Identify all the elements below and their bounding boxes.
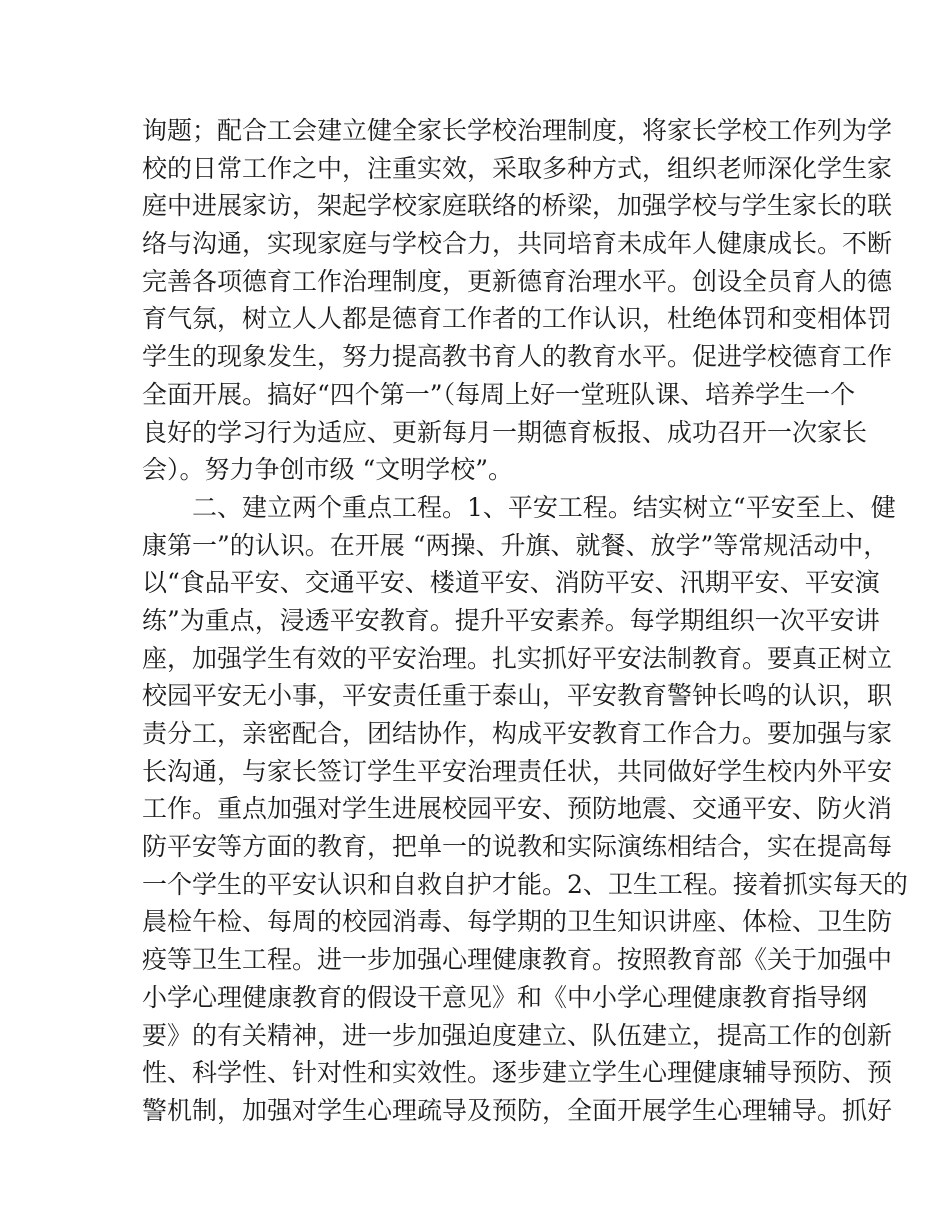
text-line-1: 询题；配合工会建立健全家长学校治理制度，将家长学校工作列为学 — [142, 116, 893, 145]
text-line-12: 康第一”的认识。在开展 “两操、升旗、就餐、放学”等常规活动中， — [142, 530, 889, 560]
text-line-14: 练”为重点，浸透平安教育。提升平安素养。每学期组织一次平安讲 — [142, 605, 880, 635]
text-line-7: 学生的现象发生，努力提高教书育人的教育水平。促进学校德育工作 — [142, 342, 893, 372]
text-line-21: 一个学生的平安认识和自救自护才能。2、卫生工程。接着抓实每天的 — [142, 869, 908, 899]
text-line-11: 二、建立两个重点工程。1、平安工程。结实树立“平安至上、健 — [142, 492, 896, 522]
text-line-5: 完善各项德育工作治理制度，更新德育治理水平。创设全员育人的德 — [142, 266, 893, 296]
text-line-13: 以“食品平安、交通平安、楼道平安、消防平安、汛期平安、平安演 — [142, 568, 880, 598]
text-line-25: 要》的有关精神，进一步加强迫度建立、队伍建立，提高工作的创新 — [142, 1020, 893, 1050]
text-line-19: 工作。重点加强对学生进展校园平安、预防地震、交通平安、防火消 — [142, 794, 893, 824]
text-line-20: 防平安等方面的教育，把单一的说教和实际演练相结合，实在提高每 — [142, 832, 893, 862]
text-line-17: 责分工，亲密配合，团结协作，构成平安教育工作合力。要加强与家 — [142, 719, 893, 748]
text-line-4: 络与沟通，实现家庭与学校合力，共同培育未成年人健康成长。不断 — [142, 229, 893, 259]
text-line-26: 性、科学性、针对性和实效性。逐步建立学生心理健康辅导预防、预 — [142, 1058, 893, 1088]
text-line-16: 校园平安无小事，平安责任重于泰山，平安教育警钟长鸣的认识，职 — [142, 681, 893, 711]
text-line-24: 小学心理健康教育的假设干意见》和《中小学心理健康教育指导纲 — [142, 982, 868, 1012]
text-line-15: 座，加强学生有效的平安治理。扎实抓好平安法制教育。要真正树立 — [142, 643, 893, 673]
text-line-6: 育气氛，树立人人都是德育工作者的工作认识，杜绝体罚和变相体罚 — [142, 304, 893, 334]
text-line-3: 庭中进展家访，架起学校家庭联络的桥梁，加强学校与学生家长的联 — [142, 191, 893, 221]
body-text — [142, 112, 908, 1130]
text-line-23: 疫等卫生工程。进一步加强心理健康教育。按照教育部《关于加强中 — [142, 945, 893, 975]
text-line-8: 全面开展。搞好“四个第一”（每周上好一堂班队课、培养学生一个 — [142, 379, 856, 409]
text-line-27: 警机制，加强对学生心理疏导及预防，全面开展学生心理辅导。抓好 — [142, 1095, 893, 1125]
text-line-10: 会）。努力争创市级 “文明学校”。 — [142, 455, 514, 485]
text-line-22: 晨检午检、每周的校园消毒、每学期的卫生知识讲座、体检、卫生防 — [142, 907, 893, 937]
text-line-18: 长沟通，与家长签订学生平安治理责任状，共同做好学生校内外平安 — [142, 756, 893, 786]
text-line-9: 良好的学习行为适应、更新每月一期德育板报、成功召开一次家长 — [142, 417, 868, 447]
text-line-2: 校的日常工作之中，注重实效，采取多种方式，组织老师深化学生家 — [142, 153, 893, 183]
